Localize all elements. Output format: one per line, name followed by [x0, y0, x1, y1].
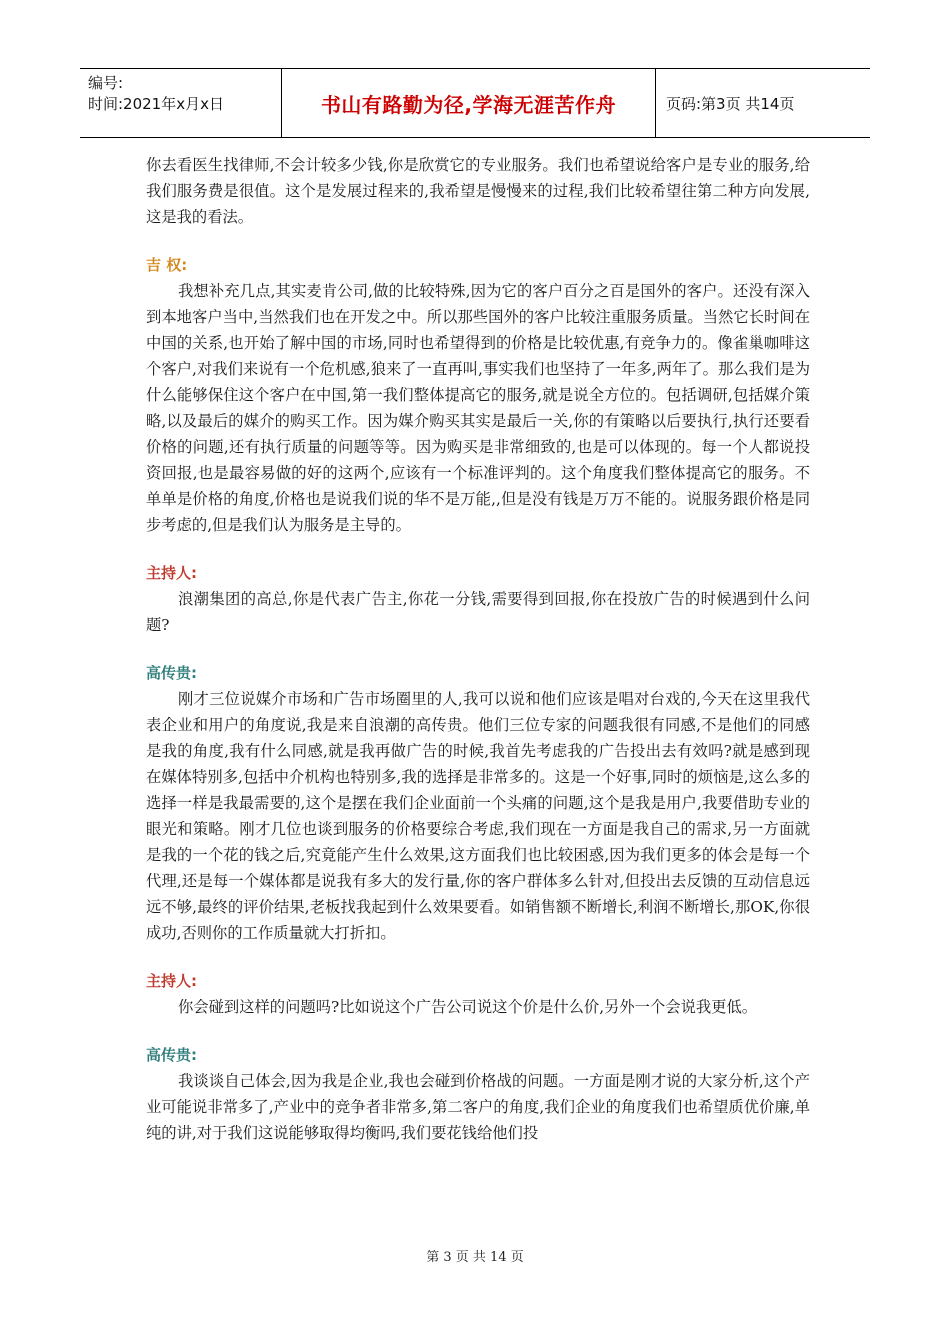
speaker-label: 高传贵: [146, 664, 197, 682]
header-motto: 书山有路勤为径,学海无涯苦作舟 [282, 69, 656, 137]
header-page-info: 页码:第3页 共14页 [666, 94, 795, 113]
page-header [80, 68, 870, 138]
speaker-label: 主持人: [146, 972, 197, 990]
paragraph: 你去看医生找律师,不会计较多少钱,你是欣赏它的专业服务。我们也希望说给客户是专业的服务,给我们服务费是很值。这个是发展过程来的,我希望是慢慢来的过程,我们比较希望往第二种方向发展,这是我的看法。 [146, 156, 810, 226]
speaker-label: 高传贵: [146, 1046, 197, 1064]
paragraph: 浪潮集团的高总,你是代表广告主,你花一分钱,需要得到回报,你在投放广告的时候遇到什么问题? [146, 590, 810, 634]
paragraph: 我谈谈自己体会,因为我是企业,我也会碰到价格战的问题。一方面是刚才说的大家分析,这个产业可能说非常多了,产业中的竞争者非常多,第二客户的角度,我们企业的角度我们也希望质优价廉,单纯的讲,对于我们这说能够取得均衡吗,我们要花钱给他们投 [146, 1072, 810, 1142]
document-body [146, 152, 810, 1146]
paragraph: 我想补充几点,其实麦肯公司,做的比较特殊,因为它的客户百分之百是国外的客户。还没有深入到本地客户当中,当然我们也在开发之中。所以那些国外的客户比较注重服务质量。当然它长时间在中国的关系,也开始了解中国的市场,同时也希望得到的价格是比较优惠,有竞争力的。像雀巢咖啡这个客户,对我们来说有一个危机感,狼来了一直再叫,事实我们也坚持了一年多,两年了。那么我们是为什么能够保住这个客户在中国,第一我们整体提高它的服务,就是说全方位的。包括调研,包括媒介策略,以及最后的媒介的购买工作。因为媒介购买其实是最后一关,你的有策略以后要执行,执行还要看价格的问题,还有执行质量的问题等等。因为购买是非常细致的,也是可以体现的。每一个人都说投资回报,也是最容易做的好的这两个,应该有一个标准评判的。这个角度我们整体提高它的服务。不单单是价格的角度,价格也是说我们说的华不是万能,,但是没有钱是万万不能的。说服务跟价格是同步考虑的,但是我们认为服务是主导的。 [146, 282, 810, 534]
page-footer: 第 3 页 共 14 页 [426, 1250, 524, 1265]
serial-label: 编号: [88, 74, 124, 92]
time-label: 时间:2021年x月x日 [88, 95, 224, 113]
speaker-label: 主持人: [146, 564, 197, 582]
speaker-label: 吉 权: [146, 256, 188, 274]
header-meta [80, 69, 282, 137]
paragraph: 你会碰到这样的问题吗?比如说这个广告公司说这个价是什么价,另外一个会说我更低。 [178, 998, 758, 1016]
paragraph: 刚才三位说媒介市场和广告市场圈里的人,我可以说和他们应该是唱对台戏的,今天在这里我代表企业和用户的角度说,我是来自浪潮的高传贵。他们三位专家的问题我很有同感,不是他们的同感是我的角度,我有什么同感,就是我再做广告的时候,我首先考虑我的广告投出去有效吗?就是感到现在媒体特别多,包括中介机构也特别多,我的选择是非常多的。这是一个好事,同时的烦恼是,这么多的选择一样是我最需要的,这个是摆在我们企业面前一个头痛的问题,这个是我是用户,我要借助专业的眼光和策略。刚才几位也谈到服务的价格要综合考虑,我们现在一方面是我自己的需求,另一方面就是我的一个花的钱之后,究竟能产生什么效果,这方面我们也比较困惑,因为我们更多的体会是每一个代理,还是每一个媒体都是说我有多大的发行量,你的客户群体多么针对,但投出去反馈的互动信息远远不够,最终的评价结果,老板找我起到什么效果要看。如销售额不断增长,利润不断增长,那OK,你很成功,否则你的工作质量就大打折扣。 [146, 690, 810, 942]
